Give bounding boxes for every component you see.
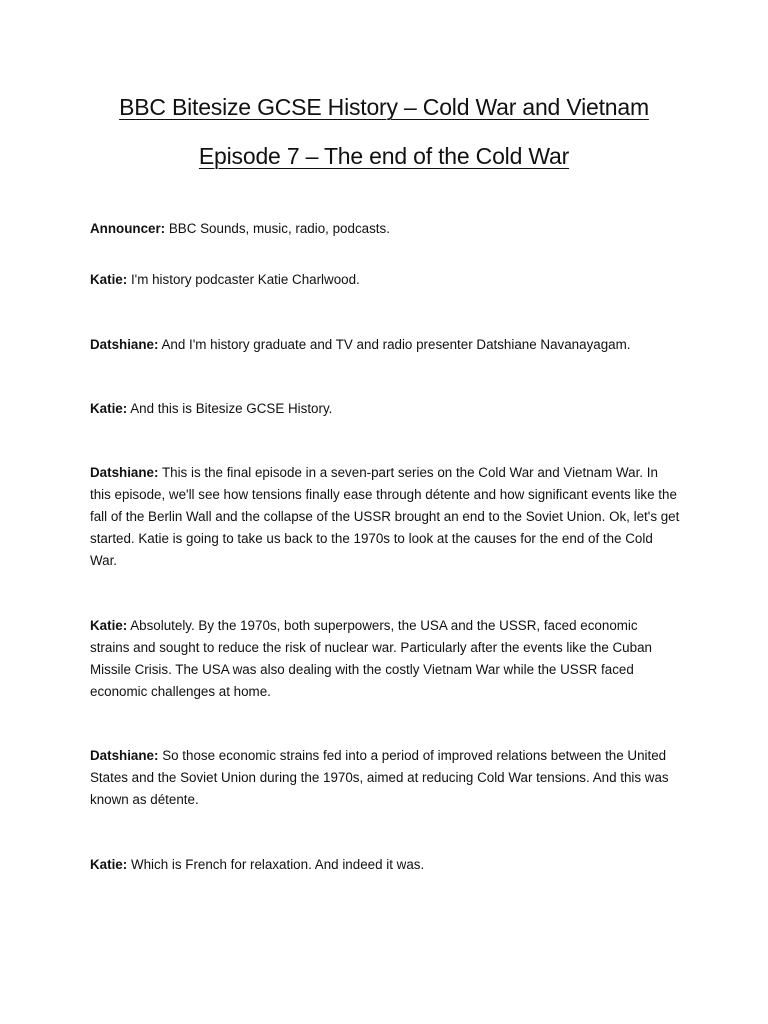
speech-text: And I'm history graduate and TV and radio presenter Datshiane Navanayagam. <box>161 337 631 352</box>
transcript-paragraph <box>90 334 680 356</box>
transcript-paragraph <box>90 615 680 703</box>
speaker-name: Katie: <box>90 857 128 872</box>
speaker-name: Datshiane: <box>90 465 159 480</box>
speaker-name: Announcer: <box>90 221 166 236</box>
speech-text: I'm history podcaster Katie Charlwood. <box>130 272 360 287</box>
speech-text: Which is French for relaxation. And indeed it was. <box>130 857 425 872</box>
speech-text: BBC Sounds, music, radio, podcasts. <box>168 221 390 236</box>
transcript-paragraph <box>90 398 680 420</box>
speaker-name: Katie: <box>90 401 128 416</box>
transcript-paragraph <box>90 218 680 240</box>
speaker-name: Datshiane: <box>90 337 159 352</box>
speaker-name: Katie: <box>90 272 128 287</box>
speech-text: And this is Bitesize GCSE History. <box>130 401 333 416</box>
speech-text: This is the final episode in a seven-part series on the Cold War and Vietnam War. In this episode, we'll see how tensions finally ease through détente and how significant events like the fall of the Berlin Wall and the collapse of the USSR brought an end to the Soviet Union. Ok, let's get started. Katie is going to take us back to the 1970s to look at the causes for the end of the Cold War. <box>90 465 680 568</box>
transcript-paragraph <box>90 745 680 811</box>
speaker-name: Katie: <box>90 618 128 633</box>
speech-text: So those economic strains fed into a period of improved relations between the United States and the Soviet Union during the 1970s, aimed at reducing Cold War tensions. And this was known as détente. <box>90 748 669 807</box>
transcript-paragraph <box>90 854 680 876</box>
speaker-name: Datshiane: <box>90 748 159 763</box>
episode-title: Episode 7 – The end of the Cold War <box>198 143 570 169</box>
transcript-paragraph <box>90 269 680 291</box>
speech-text: Absolutely. By the 1970s, both superpowers, the USA and the USSR, faced economic strains and sought to reduce the risk of nuclear war. Particularly after the events like the Cuban Missile Crisis. The USA was also dealing with the costly Vietnam War while the USSR faced economic challenges at home. <box>90 618 652 699</box>
transcript-paragraph <box>90 462 680 572</box>
document-title: BBC Bitesize GCSE History – Cold War and Vietnam <box>119 94 649 120</box>
